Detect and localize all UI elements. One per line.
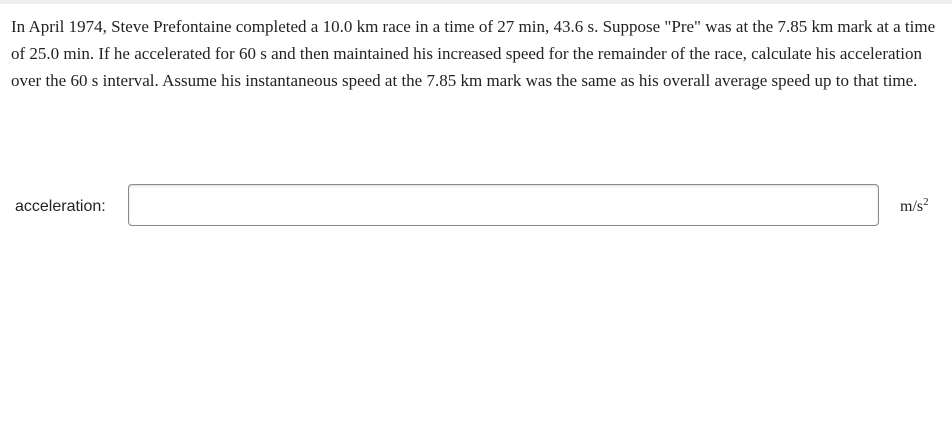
acceleration-input[interactable] <box>128 184 879 226</box>
answer-row <box>0 184 952 227</box>
question-text: In April 1974, Steve Prefontaine completed a 10.0 km race in a time of 27 min, 43.6 s. Suppose "Pre" was at the 7.85 km mark at a time of 25.0 min. If he accelerated for 60 s and then maintained his increased speed for the remainder of the race, calculate his acceleration over the 60 s interval. Assume his instantaneous speed at the 7.85 km mark was the same as his overall average speed up to that time. <box>11 17 936 90</box>
unit-exponent: 2 <box>923 196 929 208</box>
unit-base: m/s <box>900 198 924 215</box>
answer-label: acceleration: <box>15 198 106 215</box>
top-divider <box>0 0 952 4</box>
unit-label <box>900 198 929 216</box>
